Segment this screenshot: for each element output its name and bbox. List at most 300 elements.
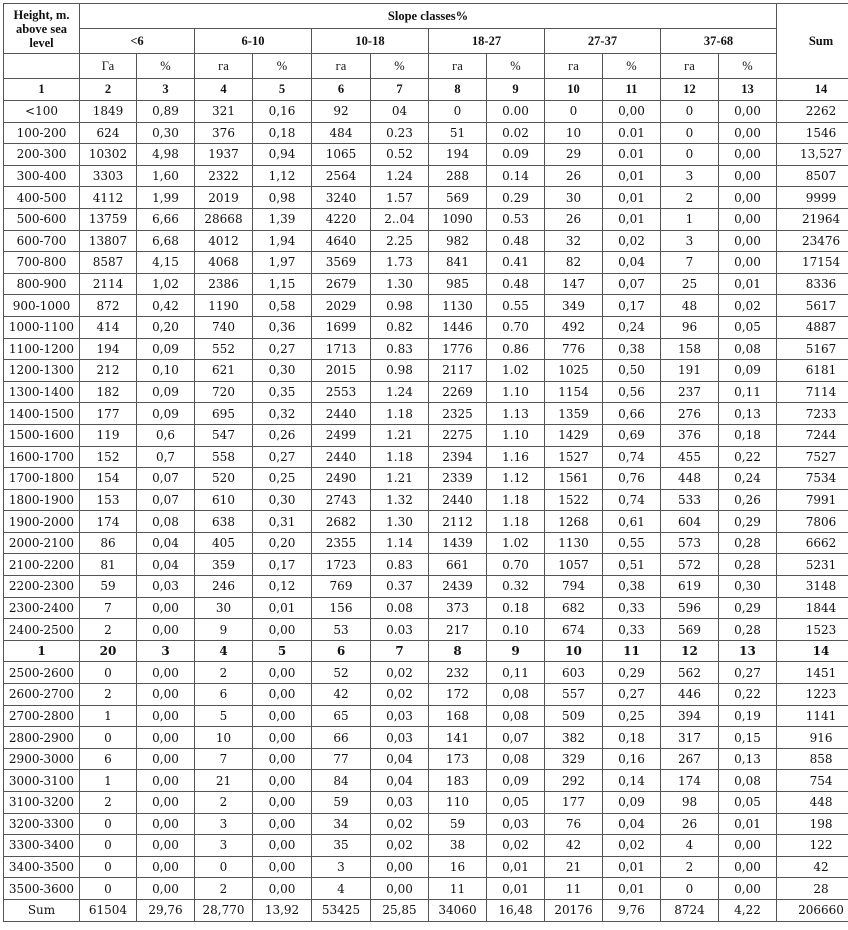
table-cell: 0,09 xyxy=(137,381,195,403)
table-cell: 720 xyxy=(195,381,253,403)
height-range-cell: 500-600 xyxy=(4,208,80,230)
table-cell: 0,18 xyxy=(603,727,661,749)
table-cell: 1.18 xyxy=(487,489,545,511)
table-cell: 96 xyxy=(661,316,719,338)
table-cell: 6 xyxy=(195,684,253,706)
table-cell: 0,17 xyxy=(603,295,661,317)
table-cell: 0,03 xyxy=(371,792,429,814)
table-cell: 0,02 xyxy=(371,813,429,835)
table-cell: 0.52 xyxy=(371,144,429,166)
table-row xyxy=(4,770,848,792)
height-range-cell: 1100-1200 xyxy=(4,338,80,360)
table-cell: 0,01 xyxy=(603,878,661,900)
table-cell: 695 xyxy=(195,403,253,425)
table-cell: 1439 xyxy=(429,532,487,554)
table-cell: 1065 xyxy=(312,144,371,166)
table-cell: 2262 xyxy=(777,101,848,123)
table-cell: 4 xyxy=(195,640,253,662)
height-range-cell: 1700-1800 xyxy=(4,468,80,490)
table-row xyxy=(4,532,848,554)
table-cell: 81 xyxy=(80,554,137,576)
table-cell: 0,00 xyxy=(137,878,195,900)
table-cell: 0.02 xyxy=(487,122,545,144)
table-cell: 0,76 xyxy=(603,468,661,490)
table-cell: 66 xyxy=(312,727,371,749)
table-cell: 1268 xyxy=(545,511,603,533)
table-cell: 2019 xyxy=(195,187,253,209)
table-cell: 858 xyxy=(777,748,848,770)
table-row xyxy=(4,684,848,706)
table-cell: 1.13 xyxy=(487,403,545,425)
height-range-cell: 700-800 xyxy=(4,252,80,274)
table-cell: 48 xyxy=(661,295,719,317)
table-cell: 3 xyxy=(195,835,253,857)
unit-header: га xyxy=(195,54,253,79)
table-cell: 7244 xyxy=(777,424,848,446)
table-row xyxy=(4,187,848,209)
height-range-cell: 2100-2200 xyxy=(4,554,80,576)
table-cell: 0,16 xyxy=(253,101,312,123)
table-cell: 2386 xyxy=(195,273,253,295)
table-cell: 0,00 xyxy=(253,878,312,900)
column-number: 4 xyxy=(195,79,253,101)
table-cell: 0,25 xyxy=(603,705,661,727)
table-cell: 16,48 xyxy=(487,899,545,921)
height-range-cell: 1400-1500 xyxy=(4,403,80,425)
table-cell: 0,00 xyxy=(137,748,195,770)
table-cell: 59 xyxy=(80,576,137,598)
table-cell: 1.73 xyxy=(371,252,429,274)
unit-header: % xyxy=(487,54,545,79)
table-cell: 1.32 xyxy=(371,489,429,511)
table-cell: 740 xyxy=(195,316,253,338)
table-cell: 177 xyxy=(80,403,137,425)
table-cell: 174 xyxy=(661,770,719,792)
table-cell: 7991 xyxy=(777,489,848,511)
unit-header: га xyxy=(312,54,371,79)
table-cell: 1.18 xyxy=(371,403,429,425)
table-cell: 1.12 xyxy=(487,468,545,490)
table-cell: 237 xyxy=(661,381,719,403)
table-cell: 0.83 xyxy=(371,338,429,360)
table-cell: 0,25 xyxy=(253,468,312,490)
table-cell: 7806 xyxy=(777,511,848,533)
table-row xyxy=(4,360,848,382)
height-range-cell: 1 xyxy=(4,640,80,662)
table-cell: 13759 xyxy=(80,208,137,230)
table-cell: 172 xyxy=(429,684,487,706)
table-cell: 0,26 xyxy=(253,424,312,446)
height-range-cell: 2400-2500 xyxy=(4,619,80,641)
table-cell: 1523 xyxy=(777,619,848,641)
table-row xyxy=(4,101,848,123)
height-range-cell: 2500-2600 xyxy=(4,662,80,684)
table-cell: 0,29 xyxy=(719,511,777,533)
table-cell: 0,00 xyxy=(137,727,195,749)
table-cell: 6,68 xyxy=(137,230,195,252)
table-cell: 0,98 xyxy=(253,187,312,209)
table-cell: 0,00 xyxy=(253,856,312,878)
table-cell: 28668 xyxy=(195,208,253,230)
table-row xyxy=(4,619,848,641)
table-cell: 23476 xyxy=(777,230,848,252)
table-cell: 0,00 xyxy=(137,662,195,684)
table-cell: 985 xyxy=(429,273,487,295)
table-cell: 533 xyxy=(661,489,719,511)
table-cell: 3 xyxy=(312,856,371,878)
slope-class-header: <6 xyxy=(80,29,195,54)
unit-header: % xyxy=(137,54,195,79)
table-cell: 405 xyxy=(195,532,253,554)
table-cell: 2743 xyxy=(312,489,371,511)
table-row xyxy=(4,792,848,814)
table-cell: 158 xyxy=(661,338,719,360)
table-cell: 0,20 xyxy=(253,532,312,554)
column-number: 13 xyxy=(719,79,777,101)
table-cell: 624 xyxy=(80,122,137,144)
table-cell: 0 xyxy=(661,878,719,900)
table-cell: 0,02 xyxy=(487,835,545,857)
table-cell: 51 xyxy=(429,122,487,144)
table-cell: 1130 xyxy=(429,295,487,317)
table-cell: 0,00 xyxy=(137,813,195,835)
table-cell: 1561 xyxy=(545,468,603,490)
table-cell: 754 xyxy=(777,770,848,792)
table-cell: 1 xyxy=(80,705,137,727)
height-range-cell: 3100-3200 xyxy=(4,792,80,814)
table-cell: 0,08 xyxy=(137,511,195,533)
table-cell: 2339 xyxy=(429,468,487,490)
table-cell: 0,00 xyxy=(137,619,195,641)
table-cell: 2439 xyxy=(429,576,487,598)
table-cell: 0 xyxy=(80,878,137,900)
table-cell: 0,00 xyxy=(719,165,777,187)
table-cell: 573 xyxy=(661,532,719,554)
table-cell: 8 xyxy=(429,640,487,662)
table-cell: 20176 xyxy=(545,899,603,921)
table-wrapper xyxy=(3,3,845,922)
table-cell: 7534 xyxy=(777,468,848,490)
table-cell: 1,94 xyxy=(253,230,312,252)
unit-header: га xyxy=(545,54,603,79)
height-range-cell: 800-900 xyxy=(4,273,80,295)
table-cell: 1.30 xyxy=(371,273,429,295)
table-cell: 3303 xyxy=(80,165,137,187)
table-cell: 1.30 xyxy=(371,511,429,533)
table-row xyxy=(4,856,848,878)
table-cell: 0,31 xyxy=(253,511,312,533)
table-cell: 0 xyxy=(429,101,487,123)
table-cell: 0,36 xyxy=(253,316,312,338)
table-cell: 2117 xyxy=(429,360,487,382)
table-cell: 183 xyxy=(429,770,487,792)
table-cell: 8336 xyxy=(777,273,848,295)
table-cell: 9999 xyxy=(777,187,848,209)
table-cell: 2 xyxy=(80,684,137,706)
table-cell: 1025 xyxy=(545,360,603,382)
table-cell: 4012 xyxy=(195,230,253,252)
height-range-cell: 1000-1100 xyxy=(4,316,80,338)
table-cell: 0,02 xyxy=(371,684,429,706)
table-cell: 0,09 xyxy=(719,360,777,382)
table-cell: 1057 xyxy=(545,554,603,576)
table-cell: 2 xyxy=(195,792,253,814)
table-cell: 206660 xyxy=(777,899,848,921)
table-cell: 0,01 xyxy=(603,165,661,187)
table-cell: 1190 xyxy=(195,295,253,317)
table-cell: 1527 xyxy=(545,446,603,468)
table-cell: 0,01 xyxy=(719,273,777,295)
table-cell: 0 xyxy=(661,144,719,166)
table-cell: 0,00 xyxy=(371,878,429,900)
table-cell: 0,00 xyxy=(137,597,195,619)
height-range-cell: 1500-1600 xyxy=(4,424,80,446)
table-cell: 0,08 xyxy=(487,705,545,727)
table-cell: 2275 xyxy=(429,424,487,446)
table-cell: 198 xyxy=(777,813,848,835)
table-cell: 0,28 xyxy=(719,619,777,641)
slope-class-header: 27-37 xyxy=(545,29,661,54)
table-cell: 3148 xyxy=(777,576,848,598)
table-cell: 0,17 xyxy=(253,554,312,576)
table-cell: 25 xyxy=(661,273,719,295)
table-row xyxy=(4,554,848,576)
table-cell: 0,33 xyxy=(603,597,661,619)
table-row xyxy=(4,338,848,360)
table-cell: 0,94 xyxy=(253,144,312,166)
table-cell: 0,08 xyxy=(487,748,545,770)
table-cell: 4,15 xyxy=(137,252,195,274)
table-cell: 0,32 xyxy=(253,403,312,425)
table-row xyxy=(4,403,848,425)
sum-row xyxy=(4,899,848,921)
table-cell: 14 xyxy=(777,640,848,662)
table-cell: 0,01 xyxy=(253,597,312,619)
table-cell: 174 xyxy=(80,511,137,533)
table-cell: 2 xyxy=(195,662,253,684)
table-cell: 0.10 xyxy=(487,619,545,641)
table-cell: 11 xyxy=(429,878,487,900)
table-cell: 26 xyxy=(661,813,719,835)
column-number: 11 xyxy=(603,79,661,101)
table-cell: 16 xyxy=(429,856,487,878)
table-cell: 86 xyxy=(80,532,137,554)
table-cell: 0,09 xyxy=(137,338,195,360)
table-cell: 1,02 xyxy=(137,273,195,295)
table-cell: 212 xyxy=(80,360,137,382)
height-range-cell: 2600-2700 xyxy=(4,684,80,706)
table-cell: 10 xyxy=(545,640,603,662)
table-cell: 414 xyxy=(80,316,137,338)
table-cell: 59 xyxy=(312,792,371,814)
table-cell: 0,00 xyxy=(719,144,777,166)
table-cell: 2682 xyxy=(312,511,371,533)
table-cell: 0,50 xyxy=(603,360,661,382)
table-cell: 2 xyxy=(195,878,253,900)
table-cell: 0,27 xyxy=(253,446,312,468)
table-cell: 04 xyxy=(371,101,429,123)
table-row xyxy=(4,316,848,338)
table-cell: 1429 xyxy=(545,424,603,446)
table-cell: 0.98 xyxy=(371,360,429,382)
table-cell: 10302 xyxy=(80,144,137,166)
table-cell: 1776 xyxy=(429,338,487,360)
table-cell: 0.01 xyxy=(603,122,661,144)
table-cell: 7 xyxy=(661,252,719,274)
table-row xyxy=(4,813,848,835)
table-cell: 0,66 xyxy=(603,403,661,425)
table-cell: 4 xyxy=(661,835,719,857)
unit-header: га xyxy=(429,54,487,79)
table-cell: 0 xyxy=(661,101,719,123)
table-cell: 1141 xyxy=(777,705,848,727)
table-cell: 610 xyxy=(195,489,253,511)
table-cell: 359 xyxy=(195,554,253,576)
table-cell: 122 xyxy=(777,835,848,857)
table-cell: 29,76 xyxy=(137,899,195,921)
table-cell: 0,04 xyxy=(603,252,661,274)
table-cell: 1.16 xyxy=(487,446,545,468)
unit-header: % xyxy=(253,54,312,79)
height-range-cell: <100 xyxy=(4,101,80,123)
table-cell: 4887 xyxy=(777,316,848,338)
table-cell: 0,58 xyxy=(253,295,312,317)
table-cell: 569 xyxy=(661,619,719,641)
table-cell: 0.41 xyxy=(487,252,545,274)
table-cell: 5167 xyxy=(777,338,848,360)
table-cell: 492 xyxy=(545,316,603,338)
table-cell: 1,39 xyxy=(253,208,312,230)
table-cell: 17154 xyxy=(777,252,848,274)
table-cell: 2112 xyxy=(429,511,487,533)
table-cell: 0.03 xyxy=(371,619,429,641)
table-cell: 0,00 xyxy=(719,856,777,878)
table-cell: 0,16 xyxy=(603,748,661,770)
sum-column-header: Sum xyxy=(777,4,848,79)
table-cell: 0,00 xyxy=(371,856,429,878)
table-cell: 0,12 xyxy=(253,576,312,598)
slope-classes-title: Slope classes% xyxy=(80,4,777,29)
table-cell: 1,15 xyxy=(253,273,312,295)
table-cell: 21964 xyxy=(777,208,848,230)
table-cell: 1359 xyxy=(545,403,603,425)
table-row xyxy=(4,446,848,468)
height-range-cell: 200-300 xyxy=(4,144,80,166)
table-cell: 1937 xyxy=(195,144,253,166)
table-cell: 0,04 xyxy=(371,770,429,792)
table-cell: 1.02 xyxy=(487,360,545,382)
column-number: 12 xyxy=(661,79,719,101)
table-cell: 217 xyxy=(429,619,487,641)
table-cell: 552 xyxy=(195,338,253,360)
table-cell: 0,02 xyxy=(371,662,429,684)
table-cell: 446 xyxy=(661,684,719,706)
column-number: 8 xyxy=(429,79,487,101)
table-cell: 0,38 xyxy=(603,338,661,360)
table-cell: 0,00 xyxy=(253,835,312,857)
table-cell: 916 xyxy=(777,727,848,749)
table-cell: 1.24 xyxy=(371,381,429,403)
table-cell: 1154 xyxy=(545,381,603,403)
table-cell: 1699 xyxy=(312,316,371,338)
table-cell: 12 xyxy=(661,640,719,662)
table-cell: 0,05 xyxy=(719,792,777,814)
table-cell: 32 xyxy=(545,230,603,252)
table-cell: 317 xyxy=(661,727,719,749)
table-cell: 153 xyxy=(80,489,137,511)
column-number: 1 xyxy=(4,79,80,101)
table-cell: 0,28 xyxy=(719,554,777,576)
table-row xyxy=(4,273,848,295)
table-cell: 0,00 xyxy=(137,684,195,706)
table-cell: 2.25 xyxy=(371,230,429,252)
table-cell: 596 xyxy=(661,597,719,619)
table-cell: 638 xyxy=(195,511,253,533)
table-cell: 0,18 xyxy=(719,424,777,446)
table-cell: 4,22 xyxy=(719,899,777,921)
table-cell: 0,09 xyxy=(487,770,545,792)
table-cell: 1.24 xyxy=(371,165,429,187)
table-cell: 0,01 xyxy=(487,878,545,900)
height-header-continuation xyxy=(4,54,80,79)
table-cell: 661 xyxy=(429,554,487,576)
table-cell: 20 xyxy=(80,640,137,662)
column-number: 14 xyxy=(777,79,848,101)
table-cell: 147 xyxy=(545,273,603,295)
table-cell: 0.18 xyxy=(487,597,545,619)
height-range-cell: 1200-1300 xyxy=(4,360,80,382)
table-cell: 1546 xyxy=(777,122,848,144)
slope-class-header: 37-68 xyxy=(661,29,777,54)
table-cell: 2 xyxy=(80,619,137,641)
table-cell: 13,92 xyxy=(253,899,312,921)
table-cell: 794 xyxy=(545,576,603,598)
table-cell: 1 xyxy=(661,208,719,230)
column-number-repeat-row xyxy=(4,640,848,662)
table-cell: 267 xyxy=(661,748,719,770)
table-cell: 0,01 xyxy=(603,187,661,209)
table-cell: 0,10 xyxy=(137,360,195,382)
table-cell: 0,13 xyxy=(719,748,777,770)
table-cell: 0,11 xyxy=(487,662,545,684)
table-row xyxy=(4,835,848,857)
table-cell: 1,99 xyxy=(137,187,195,209)
table-cell: 0,00 xyxy=(719,252,777,274)
table-cell: 0.08 xyxy=(371,597,429,619)
table-cell: 2269 xyxy=(429,381,487,403)
table-cell: 0 xyxy=(80,813,137,835)
height-range-cell: 3300-3400 xyxy=(4,835,80,857)
table-cell: 0,61 xyxy=(603,511,661,533)
table-cell: 0,09 xyxy=(603,792,661,814)
table-cell: 572 xyxy=(661,554,719,576)
table-cell: 558 xyxy=(195,446,253,468)
table-cell: 26 xyxy=(545,208,603,230)
table-cell: 0,38 xyxy=(603,576,661,598)
table-cell: 1 xyxy=(80,770,137,792)
table-cell: 53425 xyxy=(312,899,371,921)
table-cell: 520 xyxy=(195,468,253,490)
table-cell: 0,00 xyxy=(253,792,312,814)
table-cell: 394 xyxy=(661,705,719,727)
table-cell: 30 xyxy=(545,187,603,209)
table-cell: 0.55 xyxy=(487,295,545,317)
table-cell: 0,13 xyxy=(719,403,777,425)
table-cell: 4220 xyxy=(312,208,371,230)
table-row xyxy=(4,252,848,274)
table-cell: 0,02 xyxy=(603,230,661,252)
table-cell: 0.00 xyxy=(487,101,545,123)
